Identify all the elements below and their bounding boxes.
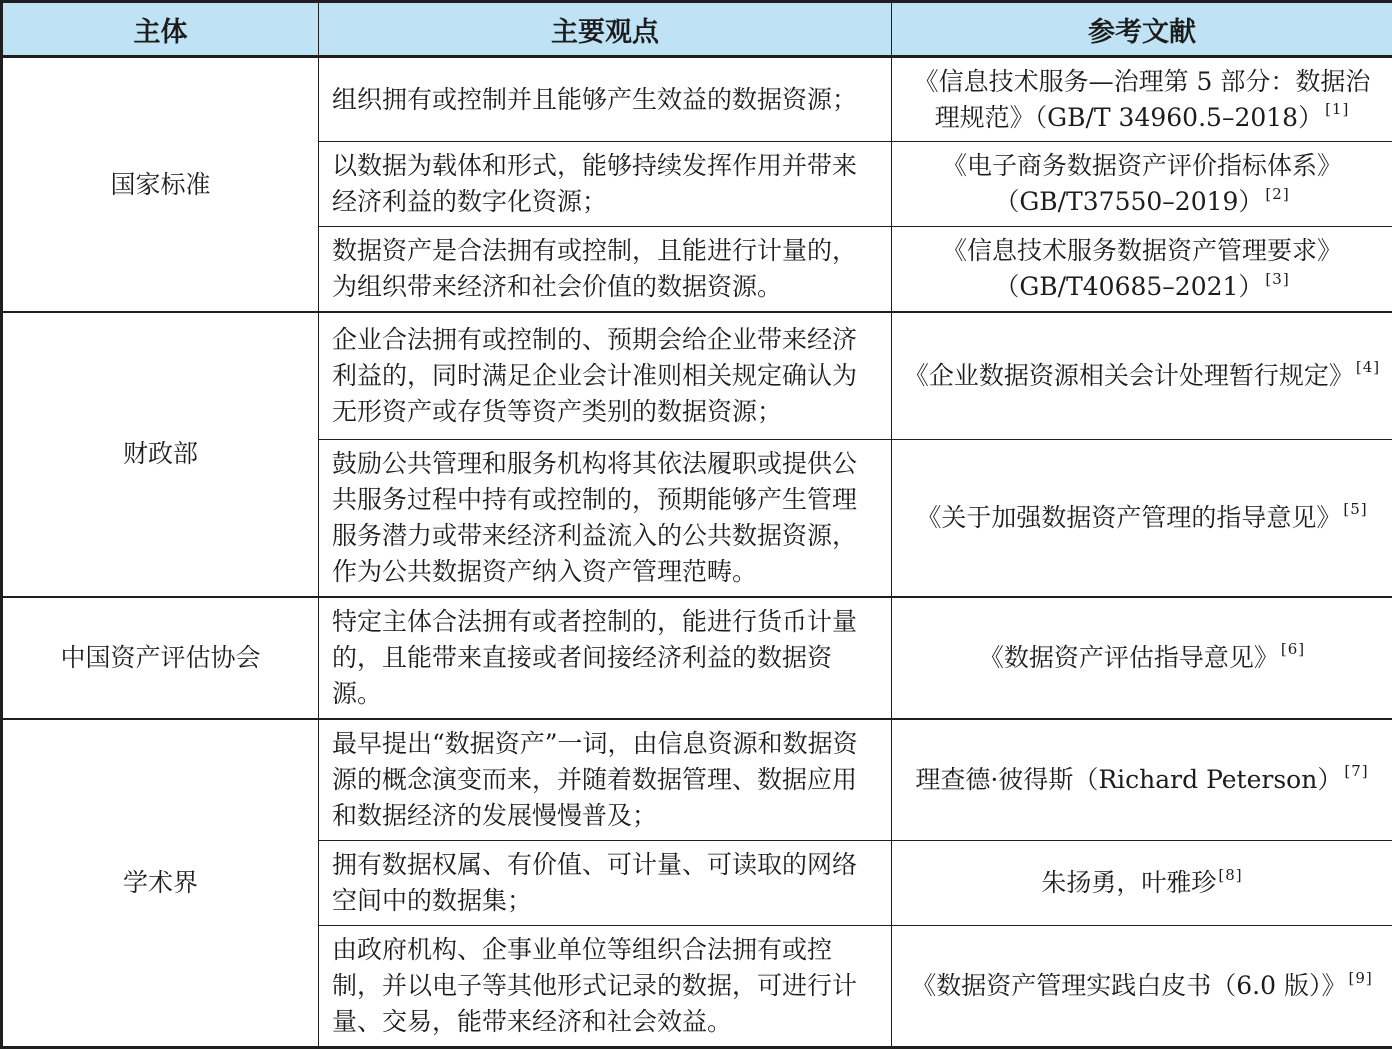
reference-citation-sup: [4] bbox=[1354, 358, 1380, 376]
subject-cell-academia: 学术界 bbox=[2, 719, 319, 1048]
reference-text: 《数据资产管理实践白皮书（6.0 版）》 bbox=[911, 971, 1346, 1000]
reference-text: 朱扬勇，叶雅珍 bbox=[1041, 868, 1216, 897]
reference-cell bbox=[892, 439, 1392, 597]
reference-citation-sup: [8] bbox=[1216, 866, 1242, 884]
viewpoint-cell: 由政府机构、企事业单位等组织合法拥有或控制，并以电子等其他形式记录的数据，可进行计量、交易，能带来经济和社会效益。 bbox=[319, 926, 892, 1048]
reference-text: 《信息技术服务数据资产管理要求》（GB/T40685–2021） bbox=[942, 236, 1342, 301]
reference-cell bbox=[892, 312, 1392, 439]
reference-text: 《信息技术服务—治理第 5 部分：数据治理规范》（GB/T 34960.5–2018） bbox=[914, 67, 1371, 132]
reference-text: 《数据资产评估指导意见》 bbox=[979, 643, 1279, 672]
reference-text: 理查德·彼得斯（Richard Peterson） bbox=[915, 765, 1342, 794]
reference-citation-sup: [5] bbox=[1341, 500, 1367, 518]
reference-citation-sup: [1] bbox=[1323, 100, 1349, 118]
viewpoint-cell: 数据资产是合法拥有或控制，且能进行计量的，为组织带来经济和社会价值的数据资源。 bbox=[319, 227, 892, 313]
header-cell-subject: 主体 bbox=[2, 2, 319, 57]
reference-text: 《企业数据资源相关会计处理暂行规定》 bbox=[904, 361, 1354, 390]
reference-citation-sup: [2] bbox=[1263, 185, 1289, 203]
reference-citation-sup: [3] bbox=[1263, 270, 1289, 288]
reference-text: 《关于加强数据资产管理的指导意见》 bbox=[916, 503, 1341, 532]
viewpoint-cell: 组织拥有或控制并且能够产生效益的数据资源； bbox=[319, 57, 892, 142]
reference-citation-sup: [6] bbox=[1279, 640, 1305, 658]
reference-cell bbox=[892, 597, 1392, 719]
reference-citation-sup: [9] bbox=[1346, 969, 1372, 987]
subject-cell-ministry-of-finance: 财政部 bbox=[2, 312, 319, 597]
table-row bbox=[2, 312, 1392, 439]
header-cell-viewpoint: 主要观点 bbox=[319, 2, 892, 57]
table-row bbox=[2, 597, 1392, 719]
header-row bbox=[2, 2, 1392, 57]
subject-cell-china-appraisal-society: 中国资产评估协会 bbox=[2, 597, 319, 719]
reference-cell bbox=[892, 841, 1392, 926]
viewpoint-cell: 企业合法拥有或控制的、预期会给企业带来经济利益的，同时满足企业会计准则相关规定确认为无形资产或存货等资产类别的数据资源； bbox=[319, 312, 892, 439]
viewpoint-cell: 以数据为载体和形式，能够持续发挥作用并带来经济利益的数字化资源； bbox=[319, 142, 892, 227]
reference-citation-sup: [7] bbox=[1342, 762, 1368, 780]
reference-cell bbox=[892, 227, 1392, 313]
reference-text: 《电子商务数据资产评价指标体系》（GB/T37550–2019） bbox=[942, 151, 1342, 216]
reference-cell bbox=[892, 142, 1392, 227]
subject-cell-national-standards: 国家标准 bbox=[2, 57, 319, 313]
viewpoint-cell: 拥有数据权属、有价值、可计量、可读取的网络空间中的数据集； bbox=[319, 841, 892, 926]
table-row bbox=[2, 57, 1392, 142]
reference-cell bbox=[892, 719, 1392, 841]
viewpoint-cell: 特定主体合法拥有或者控制的，能进行货币计量的，且能带来直接或者间接经济利益的数据资源。 bbox=[319, 597, 892, 719]
reference-cell bbox=[892, 57, 1392, 142]
table-row bbox=[2, 719, 1392, 841]
viewpoint-cell: 最早提出“数据资产”一词，由信息资源和数据资源的概念演变而来，并随着数据管理、数据应用和数据经济的发展慢慢普及； bbox=[319, 719, 892, 841]
viewpoint-cell: 鼓励公共管理和服务机构将其依法履职或提供公共服务过程中持有或控制的，预期能够产生管理服务潜力或带来经济利益流入的公共数据资源，作为公共数据资产纳入资产管理范畴。 bbox=[319, 439, 892, 597]
header-cell-reference: 参考文献 bbox=[892, 2, 1392, 57]
